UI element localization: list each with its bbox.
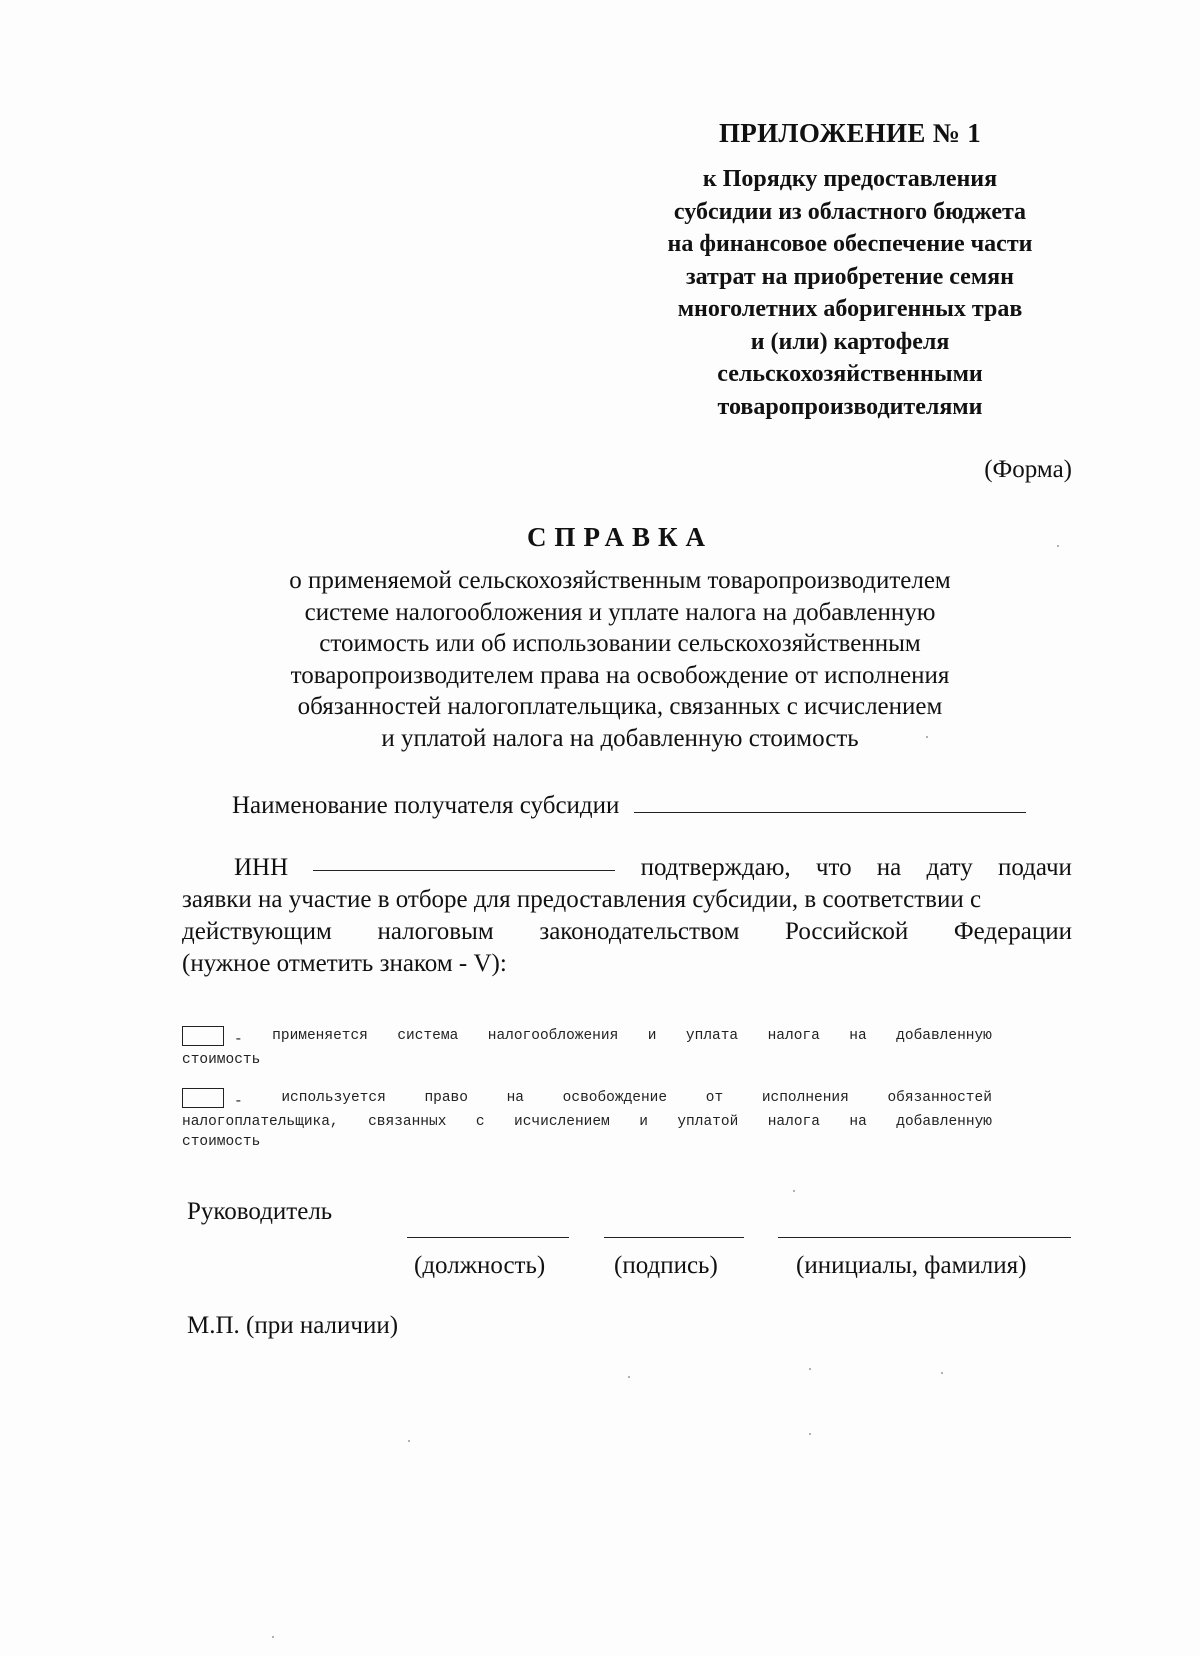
scan-speck: [793, 1190, 795, 1192]
appendix-line: затрат на приобретение семян: [686, 263, 1014, 290]
text-word: что: [815, 854, 852, 881]
text-word: с: [475, 1114, 485, 1130]
text-word: налога: [767, 1028, 820, 1044]
text-word: обязанностей: [887, 1090, 992, 1106]
appendix-line: к Порядку предоставления: [702, 166, 998, 192]
text-word: дату: [926, 854, 973, 881]
position-label: (должность): [414, 1252, 546, 1279]
text-word: исполнения: [761, 1090, 849, 1106]
position-field[interactable]: [407, 1236, 569, 1238]
inn-paragraph: [182, 852, 1072, 980]
recipient-label: Наименование получателя субсидии: [232, 792, 620, 819]
appendix-line: на финансовое обеспечение части: [667, 231, 1033, 257]
text-word: налоговым: [377, 918, 494, 945]
subtitle-line: стоимость или об использовании сельскохозяйственным: [319, 630, 921, 657]
appendix-line: и (или) картофеля: [750, 328, 950, 355]
scan-speck: [809, 1433, 811, 1435]
subtitle-line: и уплатой налога на добавленную стоимость: [381, 724, 859, 752]
option-line: [182, 1088, 992, 1112]
text-word: добавленную: [896, 1114, 992, 1130]
option-line: [182, 1026, 992, 1050]
appendix-line: многолетних аборигенных трав: [677, 296, 1023, 322]
scan-speck: [926, 736, 928, 738]
inn-field[interactable]: [313, 852, 615, 871]
text-word: используется: [281, 1090, 386, 1106]
paragraph-line: заявки на участие в отборе для предоставления субсидии, в соответствии с: [182, 886, 982, 913]
option-lead: [182, 1088, 243, 1112]
text-word: от: [705, 1090, 724, 1106]
text-word: законодательством: [539, 918, 740, 945]
subtitle-line: обязанностей налогоплательщика, связанных с исчислением: [297, 693, 943, 720]
appendix-title: ПРИЛОЖЕНИЕ № 1: [719, 118, 981, 148]
text-word: система: [397, 1028, 459, 1044]
signature-field[interactable]: [604, 1236, 744, 1238]
appendix-line: товаропроизводителями: [717, 393, 983, 420]
scan-speck: [809, 1368, 811, 1370]
text-word: добавленную: [896, 1028, 992, 1044]
scan-speck: [941, 1372, 943, 1374]
option-line: стоимость: [182, 1052, 261, 1068]
text-word: исчислением: [514, 1114, 610, 1130]
text-word: уплатой: [677, 1114, 739, 1130]
text-word: действующим: [182, 918, 332, 945]
appendix-header: [620, 118, 1080, 423]
inn-label: ИНН: [234, 854, 289, 881]
text-word: налога: [767, 1114, 820, 1130]
name-label: (инициалы, фамилия): [796, 1252, 1027, 1279]
vat-exemption-checkbox[interactable]: [182, 1088, 224, 1108]
option-lead: [182, 1026, 243, 1050]
form-label: (Форма): [984, 456, 1072, 483]
option-line: стоимость: [182, 1134, 261, 1150]
scan-speck: [1057, 545, 1059, 547]
text-word: и: [639, 1114, 648, 1130]
vat-payer-checkbox[interactable]: [182, 1026, 224, 1046]
document-title: СПРАВКА: [526, 522, 714, 552]
appendix-line: сельскохозяйственными: [717, 361, 983, 387]
paragraph-line: (нужное отметить знаком - V):: [182, 950, 507, 977]
text-word: освобождение: [562, 1090, 668, 1106]
subtitle-line: о применяемой сельскохозяйственным товаропроизводителем: [289, 567, 951, 594]
scan-speck: [272, 1636, 274, 1638]
subtitle-line: системе налогообложения и уплате налога на добавленную: [304, 598, 936, 626]
scan-speck: [408, 1440, 410, 1442]
option-line: [182, 1112, 992, 1132]
signature-role: Руководитель: [187, 1198, 333, 1225]
signature-label: (подпись): [614, 1252, 718, 1279]
option-dash: -: [234, 1094, 243, 1110]
text-word: на: [849, 1028, 867, 1044]
name-field[interactable]: [778, 1236, 1071, 1238]
text-word: Федерации: [953, 918, 1072, 945]
appendix-line: субсидии из областного бюджета: [673, 198, 1027, 225]
text-word: уплата: [685, 1028, 739, 1044]
text-word: на: [506, 1090, 525, 1106]
text-word: применяется: [272, 1028, 368, 1044]
inn-line: [182, 852, 1072, 884]
option-dash: -: [234, 1032, 243, 1048]
text-word: налогообложения: [487, 1028, 619, 1044]
document-subtitle: [240, 565, 1000, 754]
scan-speck: [628, 1376, 630, 1378]
text-word: связанных: [368, 1114, 447, 1130]
text-word: на: [876, 854, 902, 881]
recipient-row: [232, 792, 1026, 820]
text-word: и: [647, 1028, 657, 1044]
text-word: налогоплательщика,: [182, 1114, 339, 1130]
subtitle-line: товаропроизводителем права на освобождение от исполнения: [290, 661, 950, 689]
text-word: на: [849, 1114, 867, 1130]
text-word: право: [424, 1090, 468, 1106]
stamp-label: М.П. (при наличии): [187, 1312, 399, 1339]
recipient-name-field[interactable]: [634, 794, 1026, 813]
appendix-subtitle: [620, 163, 1080, 423]
text-word: подтверждаю,: [640, 854, 791, 881]
text-word: Российской: [785, 918, 909, 945]
option-vat-exemption: [182, 1088, 992, 1152]
option-vat-payer: [182, 1026, 992, 1070]
text-word: подачи: [997, 854, 1072, 881]
paragraph-line: [182, 916, 1072, 948]
